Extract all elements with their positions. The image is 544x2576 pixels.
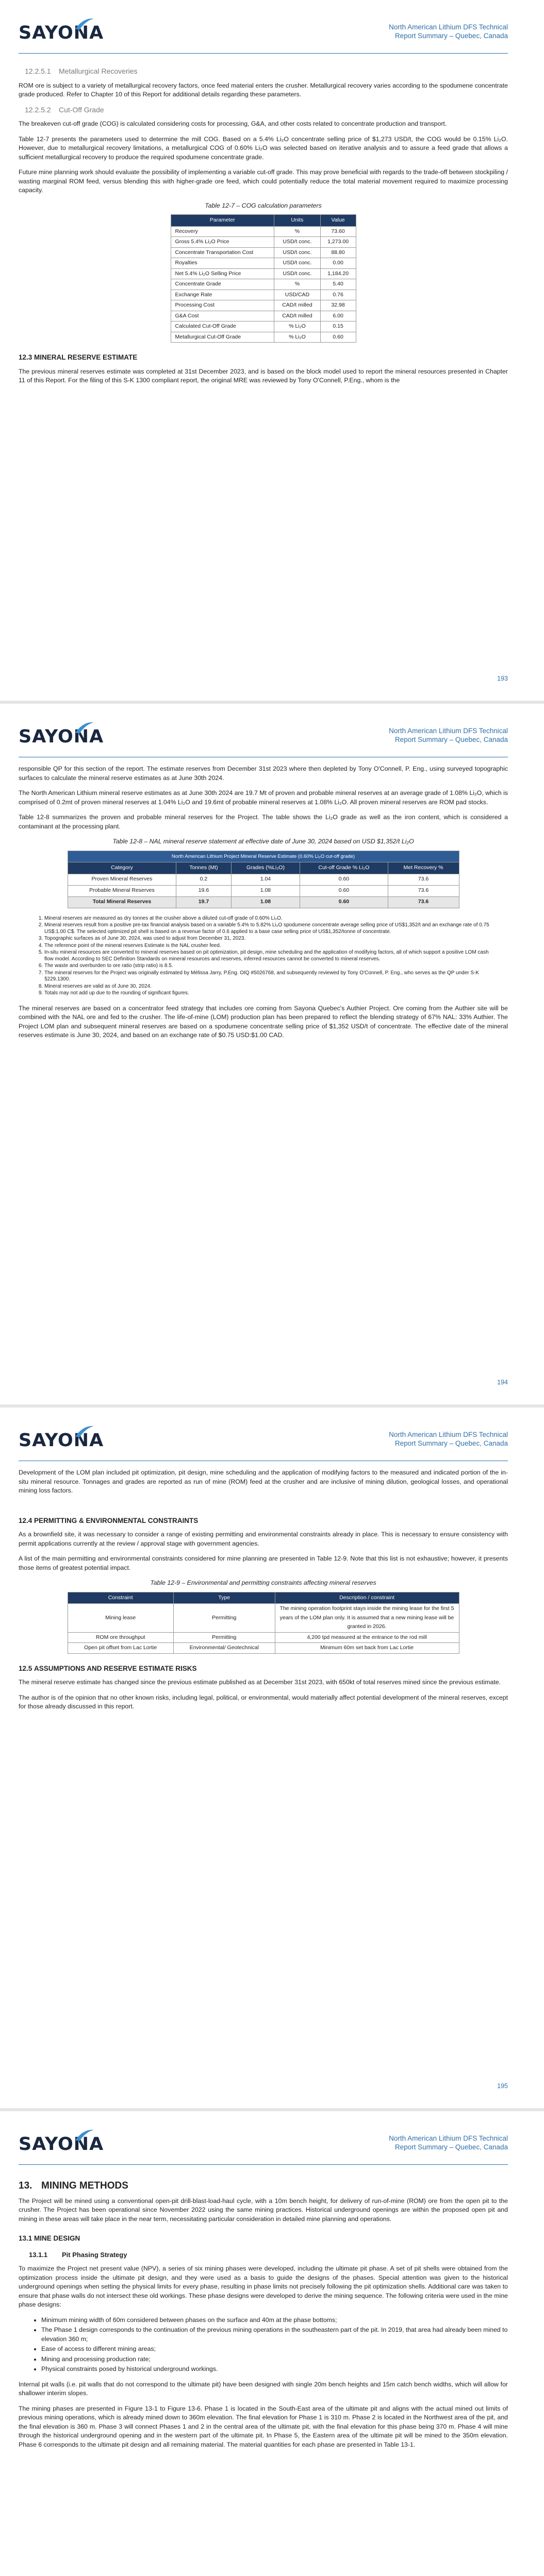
heading-assumptions: 12.5 ASSUMPTIONS AND RESERVE ESTIMATE RISKS [19, 1664, 197, 1672]
list-item: • Physical constraints posed by historical underground workings. [41, 2365, 508, 2374]
table-cell: 73.6 [388, 885, 459, 896]
table-header-cell: Constraint [68, 1592, 173, 1604]
table-cell: Royalties [171, 258, 274, 269]
table-row [171, 332, 356, 343]
paragraph: The mineral reserves are based on a concentrator feed strategy that includes ore coming from Sayona Quebec's Authier Project. Ore coming from the Authier site will be combined with the NAL ore and fed to the crusher. The life-of-mine (LOM) production plan has been prepared to reflect the blending strategy of 67% NAL: 33% Authier. The Project LOM plan and subsequent mineral reserves are based on a spodumene concentrate selling price of $1,352 USD/t of concentrate. The effective date of the mineral reserves estimate is June 30, 2024, and based on an exchange rate of $0.75 USD:$1.00 CAD. [19, 1004, 508, 1039]
heading-cut-off-grade: 12.2.5.2 Cut-Off Grade [25, 105, 104, 114]
table-row [171, 311, 356, 321]
paragraph: The author is of the opinion that no other known risks, including legal, political, or environmental, would materially affect potential development of the mineral reserves, except for those already discussed in this report. [19, 1693, 508, 1710]
table-cell: 1,273.00 [320, 237, 356, 248]
paragraph: To maximize the Project net present value (NPV), a series of six mining phases were developed, including the ultimate pit phase. A set of pit shells were obtained from the optimization process inside the ultimate pit design, and they were used as a basis to guide the designs of the phases. Special attention was given to the historical underground openings when setting the physical limits for every phase, resulting in phase limits not precisely following the pit optimization shells. Additional care was taken to ensure that phase walls do not intersect these old workings. These phase designs were developed to derive the mining sequence. The following criteria were used in the mine phase designs: [19, 2265, 508, 2308]
paragraph: Table 12-7 presents the parameters used to determine the mill COG. Based on a 5.4% Li₂O concentrate selling price of $1,273 USD/t, the COG would be 0.15% Li₂O. However, due to metallurgical recovery limitations, a metallurgical COG of 0.60% Li₂O was selected based on iterative analysis and to assure a feed grade that allows a sufficient metallurgical recovery to produce the required spodumene concentrate grade. [19, 135, 508, 161]
table-caption: Table 12-7 – COG calculation parameters [205, 201, 322, 209]
paragraph: As a brownfield site, it was necessary to consider a range of existing permitting and environmental constraints already in place. This is necessary to ensure consistency with permit applications currently at the review / approval stage with government agencies. [19, 1531, 508, 1547]
paragraph: The North American Lithium mineral reserve estimates as at June 30th 2024 are 19.7 Mt of proven and probable mineral reserves at an average grade of 1.08% Li₂O, which is comprised of 0.2mt of proven mineral reserves at 1.04% Li₂O and 19.6mt of probable mineral reserves at 1.08% Li₂O. All proven mineral reserves are ROM pad stocks. [19, 789, 508, 806]
table-cell: % [274, 279, 321, 290]
table-cell: Concentrate Transportation Cost [171, 247, 274, 258]
paragraph: The breakeven cut-off grade (COG) is calculated considering costs for processing, G&A, and other costs related to concentrate production and transport. [19, 120, 447, 127]
note-item: 1. Mineral reserves are measured as dry tonnes at the crusher above a diluted cut-off grade of 0.60% Li₂O. [44, 916, 492, 922]
table-cell: 6.00 [320, 311, 356, 321]
table-cell: 88.80 [320, 247, 356, 258]
table-cell: Open pit offset from Lac Lortie [68, 1643, 173, 1654]
table-notes [29, 916, 492, 997]
paragraph: Internal pit walls (i.e. pit walls that do not correspond to the ultimate pit) have been designed with single 20m bench heights and 15m catch bench widths, which will allow for shallower interim slopes. [19, 2380, 508, 2397]
table-cell: 73.6 [388, 896, 459, 908]
table-caption: Table 12-8 – NAL mineral reserve statement at effective date of June 30, 2024 based on USD $1,352/t Li₂O [112, 838, 414, 845]
table-row-total [68, 896, 459, 908]
table-cell: 19.7 [176, 896, 231, 908]
table-cell: 0.2 [176, 874, 231, 885]
note-item: 3. Topographic surfaces as of June 30, 2024, was used to adjust from December 31, 2023. [44, 936, 492, 942]
table-cell: 0.15 [320, 321, 356, 332]
table-cell: Processing Cost [171, 300, 274, 311]
heading-mineral-reserve-estimate: 12.3 MINERAL RESERVE ESTIMATE [19, 353, 138, 361]
page-195 [0, 1408, 544, 2108]
paragraph: The previous mineral reserves estimate was completed at 31st December 2023, and is based on the block model used to report the mineral resources presented in Chapter 11 of this Report. For the filing of this S-K 1300 compliant report, the original MRE was reviewed by Tony O'Connell, P.Eng., whom is the [19, 367, 508, 384]
table-cell: Minimum 60m set back from Lac Lortie [275, 1643, 459, 1654]
table-cell: 1,184.20 [320, 268, 356, 279]
table-row [171, 258, 356, 269]
table-cell: 0.60 [300, 885, 388, 896]
table-cell: Proven Mineral Reserves [68, 874, 176, 885]
table-cell: USD/t conc. [274, 247, 321, 258]
logo-swoosh-icon [74, 1424, 95, 1438]
table-cell: Mining lease [68, 1604, 173, 1633]
heading-permitting: 12.4 PERMITTING & ENVIRONMENTAL CONSTRAINTS [19, 1516, 199, 1524]
page-number: 193 [497, 675, 508, 682]
table-row [171, 237, 356, 248]
sayona-logo: SAYONA [19, 2134, 104, 2155]
logo-swoosh-icon [74, 2128, 95, 2142]
table-caption: Table 12-9 – Environmental and permitting constraints affecting mineral reserves [150, 1579, 376, 1586]
paragraph: ROM ore is subject to a variety of metallurgical recovery factors, once feed material enters the crusher. Metallurgical recovery varies according to the spodumene concentrate grade produced. Refer to Chapter 10 of this Report for additional details regarding these parameters. [19, 81, 508, 98]
table-cell: 0.60 [320, 332, 356, 343]
table-cell: 0.60 [300, 896, 388, 908]
table-header-cell: Type [173, 1592, 275, 1604]
table-cell: G&A Cost [171, 311, 274, 321]
table-title: North American Lithium Project Mineral Reserve Estimate (0.60% Li₂O cut-off grade) [68, 851, 459, 862]
note-item: 9. Totals may not add up due to the rounding of significant figures. [44, 990, 492, 997]
logo-swoosh-icon [74, 16, 95, 31]
table-row [68, 1604, 459, 1633]
sayona-logo: SAYONA [19, 23, 104, 43]
page-number: 195 [497, 2082, 508, 2090]
table-cell: CAD/t milled [274, 311, 321, 321]
table-row [68, 1643, 459, 1654]
table-row [171, 279, 356, 290]
table-cell: 0.76 [320, 290, 356, 300]
table-header-cell: Grades (%Li₂O) [231, 862, 300, 874]
table-cell: 0.60 [300, 874, 388, 885]
note-item: 2. Mineral reserves result from a positive pre-tax financial analysis based on a variable 5.4% to 5.82% Li₂O spodumene concentrate average selling price of US$1,352/t and an exchange rate of 0.75 US$:1.00 C$. The selected optimized pit shell is based on a revenue factor of 0.6 applied to a base case selling price of US$1,352/tonne of concentrate. [44, 922, 492, 935]
header-title: North American Lithium DFS Technical Report Summary – Quebec, Canada [389, 23, 508, 40]
paragraph: Future mine planning work should evaluate the possibility of implementing a variable cut-off grade. This may prove beneficial with regards to the trade-off between stockpiling / wasting marginal ROM feed, versus blending this with higher-grade ore feed, which could potentially reduce the total material movement required to maximize processing capacity. [19, 168, 508, 194]
list-item: • Ease of access to different mining areas; [41, 2345, 508, 2354]
table-header-cell: Parameter [171, 215, 274, 227]
table-cell: % Li₂O [274, 332, 321, 343]
paragraph: The mineral reserve estimate has changed since the previous estimate published as at December 31st 2023, with 650kt of total reserves mined since the previous estimate. [19, 1679, 501, 1686]
paragraph: Development of the LOM plan included pit optimization, pit design, mine scheduling and the application of modifying factors to the measured and indicated portion of the in-situ mineral resource. Tonnages and grades are reported as run of mine (ROM) feed at the crusher and are inclusive of mining dilution, geological losses, and operational mining loss factors. [19, 1469, 508, 1494]
note-item: 7. The mineral reserves for the Project was originally estimated by Mélissa Jarry, P.Eng. OIQ #5026768, and subsequently reviewed by Tony O'Connell, P. Eng., who serves as the QP under S-K §229.1300. [44, 970, 492, 983]
table-cell: USD/t conc. [274, 237, 321, 248]
table-cell: 32.98 [320, 300, 356, 311]
table-cell: Permitting [173, 1604, 275, 1633]
criteria-list [19, 2316, 508, 2374]
page-header [19, 724, 508, 755]
paragraph: The mining phases are presented in Figure 13-1 to Figure 13-6. Phase 1 is located in the South-East area of the ultimate pit and aligns with the actual mined out limits of previous mining operations, which is already mined down to 360m elevation. The final elevation for Phase 1 is 310 m. Phase 2 is located in the Northwest area of the pit, and the final elevation is 360 m. Phase 3 will connect Phases 1 and 2 in the central area of the ultimate pit, with the final elevation for this phase being 370 m. Phase 4 will mine through the historical underground opening and in the western part of the ultimate pit. In Phase 5, the Eastern area of the ultimate pit will be mined to the 350m elevation. Phase 6 corresponds to the ultimate pit design and all remaining material. The material quantities for each phase are presented in Table 13-1. [19, 2404, 508, 2448]
table-cell: Net 5.4% Li₂O Selling Price [171, 268, 274, 279]
heading-mine-design: 13.1 MINE DESIGN [19, 2234, 80, 2242]
table-cell: % Li₂O [274, 321, 321, 332]
table-cell: Concentrate Grade [171, 279, 274, 290]
table-cell: Exchange Rate [171, 290, 274, 300]
page-number: 194 [497, 1379, 508, 1386]
table-cell: ROM ore throughput [68, 1632, 173, 1643]
heading-mining-methods: 13. MINING METHODS [19, 2180, 128, 2191]
paragraph: A list of the main permitting and environmental constraints considered for mine planning are presented in Table 12-9. Note that this list is not exhaustive; however, it presents those items of greatest potential impact. [19, 1555, 508, 1571]
table-cell: 0.00 [320, 258, 356, 269]
page-193 [0, 0, 544, 701]
header-rule [19, 2164, 508, 2165]
table-cell: 1.08 [231, 896, 300, 908]
table-row [68, 1632, 459, 1643]
table-cell: Total Mineral Reserves [68, 896, 176, 908]
table-cell: USD/t conc. [274, 258, 321, 269]
table-row [171, 290, 356, 300]
mineral-reserve-table [68, 851, 459, 908]
table-cell: The mining operation footprint stays inside the mining lease for the first 5 years of the LOM plan only. It is assumed that a new mining lease will be granted in 2026. [275, 1604, 459, 1633]
note-item: 6. The waste and overburden to ore ratio (strip ratio) is 8.5. [44, 963, 492, 970]
heading-metallurgical-recoveries: 12.2.5.1 Metallurgical Recoveries [25, 67, 138, 75]
table-cell: Recovery [171, 226, 274, 237]
paragraph: The Project will be mined using a conventional open-pit drill-blast-load-haul cycle, with a 10m bench height, for delivery of run-of-mine (ROM) ore from the open pit to the crusher. The Project has been operational since November 2022 using the same mining practices. Historical underground openings are within the proposed open pit and mining in these areas will take place in the near term, necessitating particular consideration in detailed mine planning and operations. [19, 2197, 508, 2223]
table-row [171, 226, 356, 237]
table-cell: Gross 5.4% Li₂O Price [171, 237, 274, 248]
table-row [171, 268, 356, 279]
table-cell: % [274, 226, 321, 237]
page-header [19, 2132, 508, 2163]
table-cell: Permitting [173, 1632, 275, 1643]
table-header-cell: Category [68, 862, 176, 874]
header-rule [19, 53, 508, 54]
header-title: North American Lithium DFS Technical Report Summary – Quebec, Canada [389, 2134, 508, 2151]
page-194 [0, 704, 544, 1404]
table-header-cell: Value [320, 215, 356, 227]
table-cell: Environmental/ Geotechnical [173, 1643, 275, 1654]
paragraph: responsible QP for this section of the report. The estimate reserves from December 31st 2023 where then depleted by Tony O'Connell, P. Eng., using surveyed topographic surfaces to calculate the mineral reserve estimates as at June 30th 2024. [19, 765, 508, 782]
table-header-cell: Tonnes (Mt) [176, 862, 231, 874]
table-cell: USD/t conc. [274, 268, 321, 279]
table-cell: 1.08 [231, 885, 300, 896]
heading-pit-phasing: 13.1.1 Pit Phasing Strategy [29, 2250, 127, 2259]
cog-parameters-table [171, 214, 356, 343]
note-item: 8. Mineral reserves are valid as of June 30, 2024. [44, 984, 492, 990]
list-item: • Minimum mining width of 60m considered between phases on the surface and 40m at the phase bottoms; [41, 2316, 508, 2325]
table-cell: Metallurgical Cut-Off Grade [171, 332, 274, 343]
paragraph: Table 12-8 summarizes the proven and probable mineral reserves for the Project. The table shows the Li₂O grade as well as the iron content, which is considered a contaminant at the processing plant. [19, 814, 508, 830]
sayona-logo: SAYONA [19, 726, 104, 747]
table-cell: 73.6 [388, 874, 459, 885]
header-title: North American Lithium DFS Technical Report Summary – Quebec, Canada [389, 1431, 508, 1447]
header-title: North American Lithium DFS Technical Report Summary – Quebec, Canada [389, 727, 508, 743]
table-cell: 73.60 [320, 226, 356, 237]
table-row [68, 885, 459, 896]
table-cell: CAD/t milled [274, 300, 321, 311]
table-header-cell: Units [274, 215, 321, 227]
note-item: 4. The reference point of the mineral reserves Estimate is the NAL crusher feed. [44, 943, 492, 950]
note-item: 5. In-situ mineral resources are converted to mineral reserves based on pit optimization, pit design, mine scheduling and the application of modifying factors, all of which support a positive LOM cash flow model. According to SEC Definition Standards on mineral resources and reserves, inferred resources cannot be converted to mineral reserves. [44, 950, 492, 962]
table-row [68, 874, 459, 885]
sayona-logo: SAYONA [19, 1430, 104, 1451]
logo-swoosh-icon [74, 720, 95, 735]
table-cell: USD/CAD [274, 290, 321, 300]
page-header [19, 21, 508, 52]
table-cell: 4,200 tpd measured at the entrance to the rod mill [275, 1632, 459, 1643]
table-cell: 1.04 [231, 874, 300, 885]
table-cell: Probable Mineral Reserves [68, 885, 176, 896]
page-196 [0, 2111, 544, 2576]
constraints-table [68, 1592, 459, 1654]
table-row [171, 321, 356, 332]
table-cell: 5.40 [320, 279, 356, 290]
table-row [171, 300, 356, 311]
page-header [19, 1428, 508, 1459]
list-item: • Mining and processing production rate; [41, 2355, 508, 2364]
table-header-cell: Met Recovery % [388, 862, 459, 874]
table-row [171, 247, 356, 258]
table-cell: 19.6 [176, 885, 231, 896]
table-cell: Calculated Cut-Off Grade [171, 321, 274, 332]
table-header-cell: Description / constraint [275, 1592, 459, 1604]
list-item: • The Phase 1 design corresponds to the continuation of the previous mining operations in the southeastern part of the pit. In 2019, that area had already been mined to elevation 360 m; [41, 2326, 508, 2344]
table-header-cell: Cut-off Grade % Li₂O [300, 862, 388, 874]
